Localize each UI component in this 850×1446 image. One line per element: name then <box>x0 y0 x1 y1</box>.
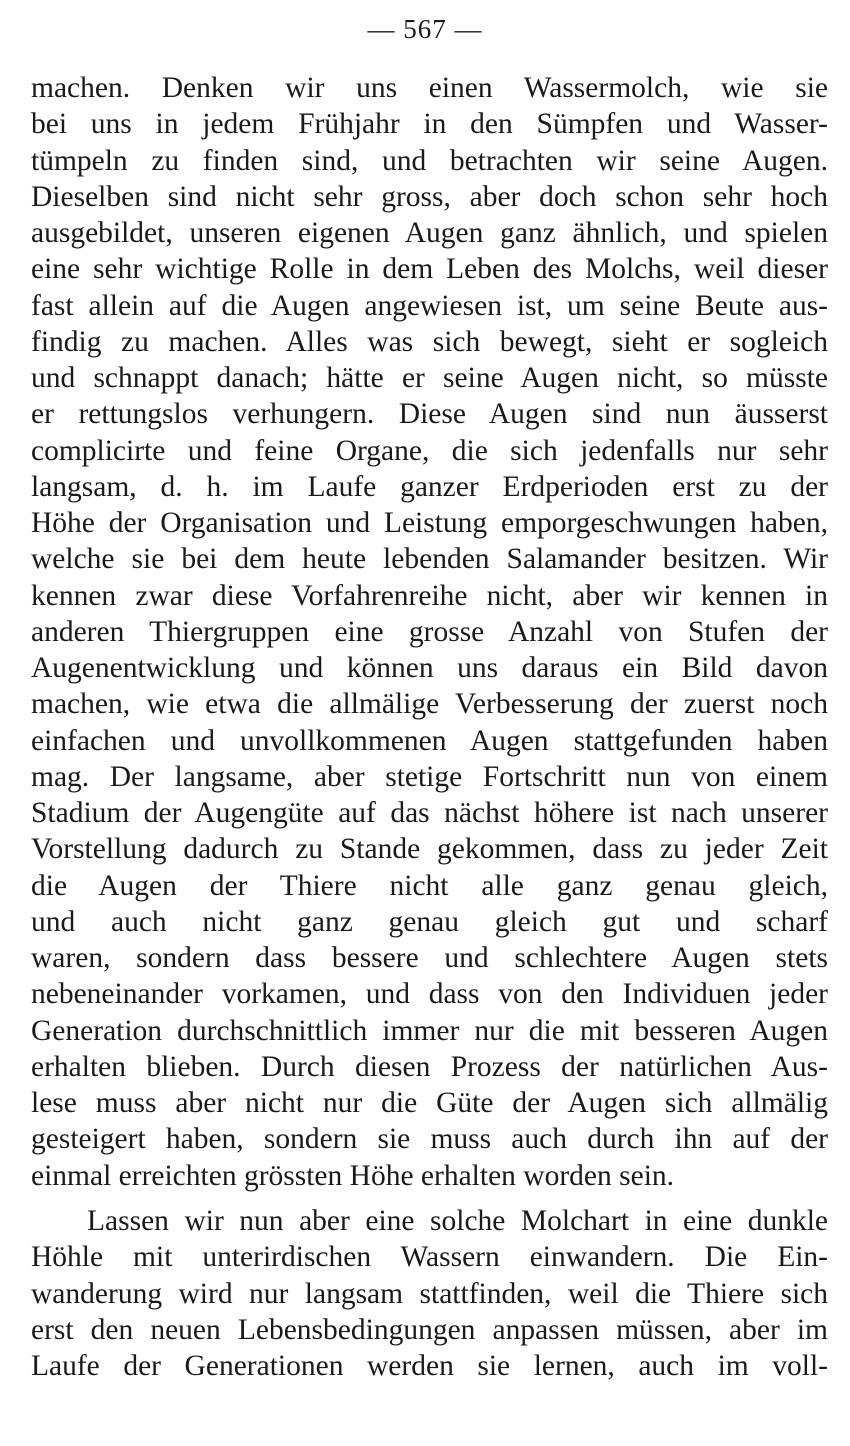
text-line: lese muss aber nicht nur die Güte der Augen sich allmälig <box>31 1087 828 1119</box>
text-line: Höhle mit unterirdischen Wassern einwandern. Die Ein- <box>31 1241 828 1274</box>
text-line: machen. Denken wir uns einen Wassermolch, wie sie <box>31 72 828 104</box>
text-line: findig zu machen. Alles was sich bewegt, sieht er sogleich <box>31 325 828 358</box>
text-line: Lassen wir nun aber eine solche Molchart in eine dunkle <box>87 1205 828 1237</box>
text-line: erst den neuen Lebensbedingungen anpassen müssen, aber im <box>31 1313 828 1346</box>
text-line: und auch nicht ganz genau gleich gut und scharf <box>31 905 828 938</box>
text-line: eine sehr wichtige Rolle in dem Leben des Molchs, weil dieser <box>31 253 828 286</box>
text-line: erhalten blieben. Durch diesen Prozess der natürlichen Aus- <box>31 1050 828 1083</box>
text-line: Augenentwicklung und können uns daraus ein Bild davon <box>31 652 828 684</box>
text-line: Laufe der Generationen werden sie lernen, auch im voll- <box>31 1350 828 1382</box>
text-line: welche sie bei dem heute lebenden Salamander besitzen. Wir <box>31 543 828 576</box>
text-line: tümpeln zu finden sind, und betrachten wir seine Augen. <box>31 144 828 177</box>
text-line: gesteigert haben, sondern sie muss auch durch ihn auf der <box>31 1123 828 1156</box>
text-line: waren, sondern dass bessere und schlechtere Augen stets <box>31 942 828 974</box>
text-line: machen, wie etwa die allmälige Verbesserung der zuerst noch <box>31 688 828 721</box>
text-line: Stadium der Augengüte auf das nächst höhere ist nach unserer <box>31 797 828 829</box>
text-line: bei uns in jedem Frühjahr in den Sümpfen und Wasser- <box>31 108 828 141</box>
text-line: Vorstellung dadurch zu Stande gekommen, dass zu jeder Zeit <box>31 833 828 866</box>
text-line: und schnappt danach; hätte er seine Augen nicht, so müsste <box>31 362 828 394</box>
text-line: einfachen und unvollkommenen Augen stattgefunden haben <box>31 724 828 757</box>
paragraph-2 <box>31 1203 828 1384</box>
text-line: er rettungslos verhungern. Diese Augen sind nun äusserst <box>31 398 828 431</box>
text-line: einmal erreichten grössten Höhe erhalten worden sein. <box>31 1159 675 1192</box>
text-line: wanderung wird nur langsam stattfinden, weil die Thiere sich <box>31 1277 828 1310</box>
text-line: nebeneinander vorkamen, und dass von den Individuen jeder <box>31 978 828 1011</box>
text-line: die Augen der Thiere nicht alle ganz genau gleich, <box>31 869 828 902</box>
text-line: complicirte und feine Organe, die sich jedenfalls nur sehr <box>31 434 828 467</box>
text-line: Generation durchschnittlich immer nur die mit besseren Augen <box>31 1014 828 1047</box>
paragraph-1 <box>31 70 828 1194</box>
text-line: anderen Thiergruppen eine grosse Anzahl von Stufen der <box>31 615 828 648</box>
page-number: — 567 — <box>367 14 483 44</box>
text-line: kennen zwar diese Vorfahrenreihe nicht, aber wir kennen in <box>31 579 828 612</box>
text-line: Dieselben sind nicht sehr gross, aber doch schon sehr hoch <box>31 180 828 213</box>
text-line: fast allein auf die Augen angewiesen ist, um seine Beute aus- <box>31 289 828 322</box>
text-line: ausgebildet, unseren eigenen Augen ganz ähnlich, und spielen <box>31 217 828 249</box>
text-line: Höhe der Organisation und Leistung emporgeschwungen haben, <box>31 507 828 539</box>
text-line: mag. Der langsame, aber stetige Fortschritt nun von einem <box>31 760 828 793</box>
text-line: langsam, d. h. im Laufe ganzer Erdperioden erst zu der <box>31 470 828 503</box>
